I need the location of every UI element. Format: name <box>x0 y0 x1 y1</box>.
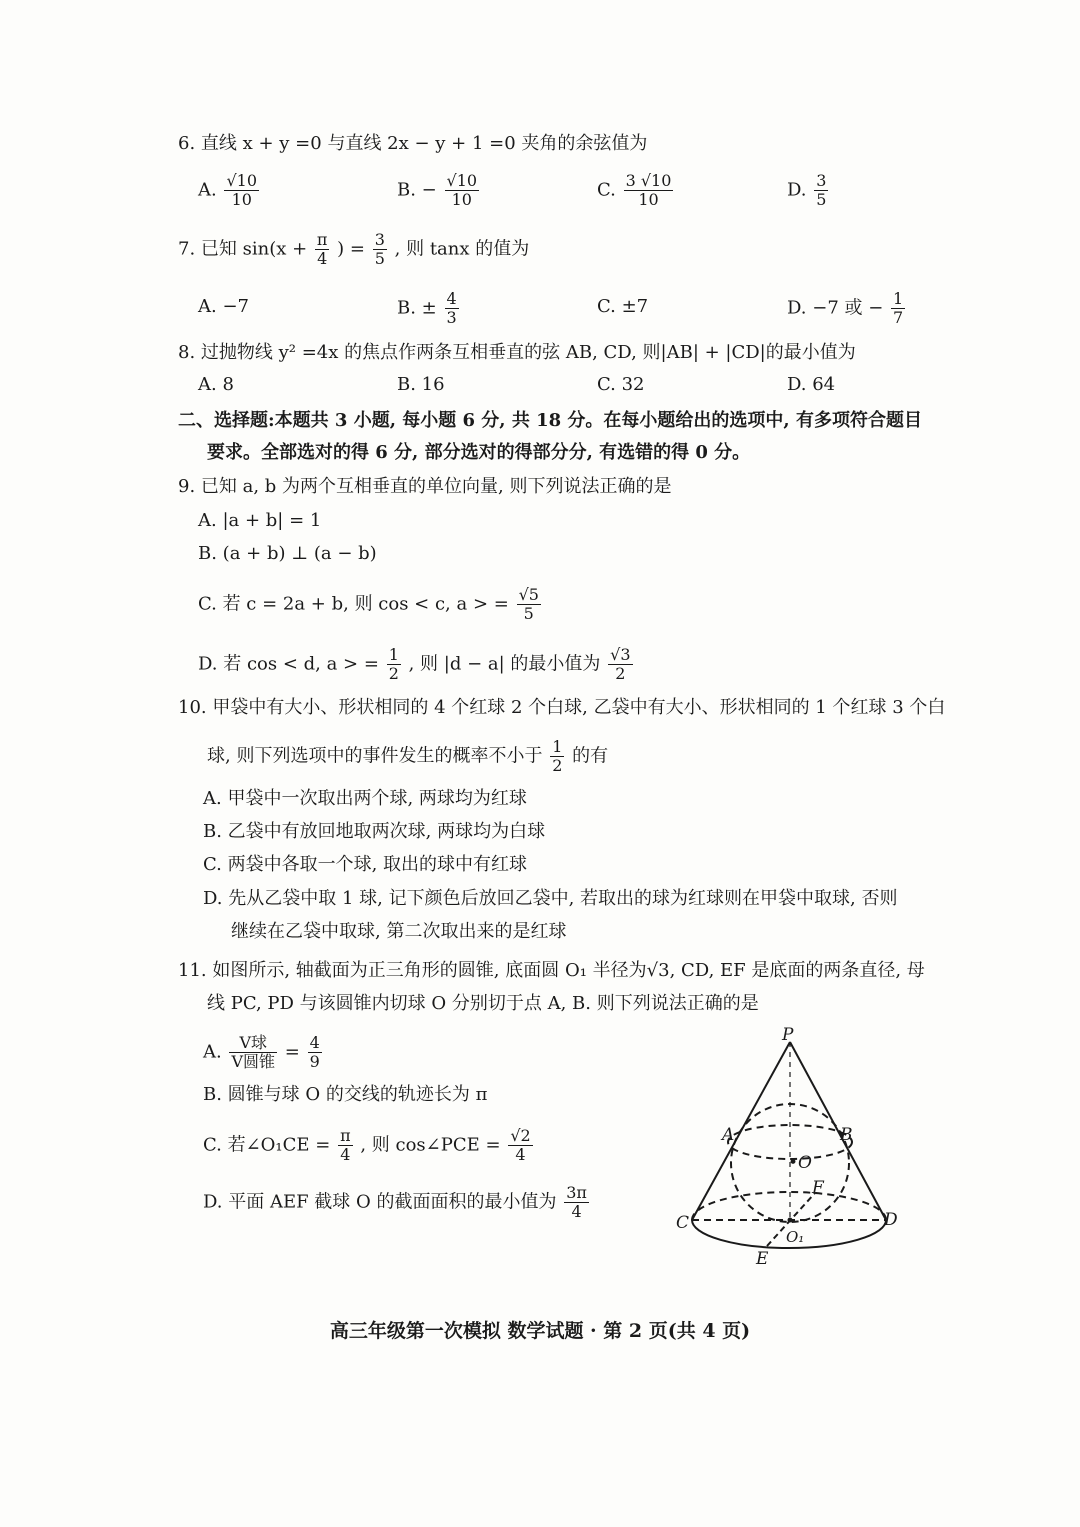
q11-option-a <box>203 1034 324 1071</box>
q7-stem-pre: 7. 已知 sin(x + <box>178 238 308 260</box>
q11-option-d-pre: D. 平面 AEF 截球 O 的截面面积的最小值为 <box>203 1191 557 1213</box>
q6-option-a-fraction <box>224 172 259 209</box>
q9-option-d-n1: 1 <box>388 645 399 664</box>
q6-option-d-den: 5 <box>816 190 827 209</box>
label-o: •O <box>788 1153 812 1173</box>
q7-stem <box>178 231 529 268</box>
q6-stem: 6. 直线 x + y =0 与直线 2x − y + 1 =0 夹角的余弦值为 <box>178 133 648 154</box>
q8-option-b: B. 16 <box>397 374 445 395</box>
q7-three-fifths <box>373 231 387 268</box>
q6-option-b-label: B. − <box>397 179 437 201</box>
q11-option-c-pre: C. 若∠O₁CE = <box>203 1134 331 1156</box>
q6-option-a-den: 10 <box>231 190 252 209</box>
q7-option-d-fraction <box>891 290 905 327</box>
q11-option-d-den: 4 <box>571 1202 582 1221</box>
q9-option-d-pre: D. 若 cos < d, a > = <box>198 653 379 675</box>
label-o1: O₁ <box>786 1228 805 1246</box>
q10-half-d: 2 <box>552 756 563 775</box>
q9-option-d-d1: 2 <box>388 664 399 683</box>
q11-option-a-label: A. <box>203 1041 222 1063</box>
q7-option-a: A. −7 <box>198 296 249 317</box>
label-p: P <box>782 1025 794 1045</box>
q8-option-d: D. 64 <box>787 374 836 395</box>
q6-option-c <box>597 172 675 209</box>
q6-option-b-fraction <box>445 172 480 209</box>
q6-option-c-fraction <box>624 172 674 209</box>
q9-option-d-fraction <box>608 646 632 683</box>
q11-option-c-mid: , 则 cos∠PCE = <box>360 1134 501 1156</box>
q8-stem: 8. 过抛物线 y² =4x 的焦点作两条互相垂直的弦 AB, CD, 则|AB| + |CD|的最小值为 <box>178 342 856 363</box>
q10-option-a: A. 甲袋中一次取出两个球, 两球均为红球 <box>203 788 527 809</box>
section2-line2: 要求。全部选对的得 6 分, 部分选对的得部分分, 有选错的得 0 分。 <box>207 442 751 463</box>
label-f: F <box>812 1178 824 1198</box>
q11-option-a-d2: 9 <box>309 1052 320 1071</box>
q6-option-d-label: D. <box>787 179 807 201</box>
page-footer: 高三年级第一次模拟 数学试题 · 第 2 页(共 4 页) <box>329 1320 751 1342</box>
label-e: E <box>756 1249 769 1269</box>
base-ellipse-back <box>692 1192 886 1220</box>
q7-five: 5 <box>374 249 385 268</box>
q11-option-c-fraction <box>508 1127 532 1164</box>
q9-option-b: B. (a + b) ⊥ (a − b) <box>198 543 377 564</box>
q10-option-b: B. 乙袋中有放回地取两次球, 两球均为白球 <box>203 821 546 842</box>
q11-option-a-fraction <box>308 1034 322 1071</box>
q7-option-b-label: B. ± <box>397 297 437 319</box>
q7-three: 3 <box>374 230 385 249</box>
label-a: A <box>722 1125 735 1145</box>
q10-option-d-line1: D. 先从乙袋中取 1 球, 记下颜色后放回乙袋中, 若取出的球为红球则在甲袋中取球, 否则 <box>203 888 898 909</box>
q9-option-a: A. |a + b| = 1 <box>198 510 322 531</box>
q8-option-a: A. 8 <box>198 374 234 395</box>
cone-sphere-figure <box>670 1020 910 1270</box>
q6-option-c-label: C. <box>597 179 616 201</box>
q10-stem2-post: 的有 <box>572 745 609 767</box>
q11-option-c-d1: 4 <box>340 1145 351 1164</box>
q9-option-d-mid: , 则 |d − a| 的最小值为 <box>408 653 601 675</box>
q11-stem-line1: 11. 如图所示, 轴截面为正三角形的圆锥, 底面圆 O₁ 半径为√3, CD, EF 是底面的两条直径, 母 <box>178 960 925 981</box>
q9-option-c-num: √5 <box>518 585 539 604</box>
section2-line1: 二、选择题:本题共 3 小题, 每小题 6 分, 共 18 分。在每小题给出的选项中, 有多项符合题目 <box>178 410 922 431</box>
q11-option-c-den: 4 <box>515 1145 526 1164</box>
q10-stem2-pre: 球, 则下列选项中的事件发生的概率不小于 <box>207 745 543 767</box>
q7-stem-post: , 则 tanx 的值为 <box>394 238 530 260</box>
q7-option-b-fraction <box>445 290 459 327</box>
q6-option-b-den: 10 <box>451 190 472 209</box>
q7-stem-mid: ) = <box>337 238 365 260</box>
q11-option-c-num: √2 <box>510 1126 531 1145</box>
q9-option-d-half <box>387 646 401 683</box>
q6-option-d <box>787 172 830 209</box>
q10-option-c: C. 两袋中各取一个球, 取出的球中有红球 <box>203 854 528 875</box>
q6-option-d-num: 3 <box>816 171 827 190</box>
q6-option-a <box>198 172 261 209</box>
q11-option-a-eq: = <box>284 1041 300 1063</box>
label-c: C <box>676 1213 690 1233</box>
q7-option-d <box>787 290 907 327</box>
q11-option-c-n1: π <box>340 1126 351 1145</box>
q10-half <box>550 738 564 775</box>
q6-option-b <box>397 172 481 209</box>
label-d: D <box>884 1210 898 1230</box>
q11-option-a-num: V球 <box>229 1034 277 1053</box>
q7-option-c: C. ±7 <box>597 296 649 317</box>
q7-pi: π <box>316 230 328 249</box>
q9-option-c-pre: C. 若 c = 2a + b, 则 cos < c, a > = <box>198 593 509 615</box>
q11-option-b: B. 圆锥与球 O 的交线的轨迹长为 π <box>203 1084 488 1105</box>
q11-option-d <box>203 1184 591 1221</box>
q9-option-c <box>198 586 543 623</box>
q9-option-c-den: 5 <box>523 604 534 623</box>
q11-option-c-angle <box>338 1127 353 1164</box>
q8-option-c: C. 32 <box>597 374 645 395</box>
q7-option-b <box>397 290 461 327</box>
q7-pi-over-4 <box>315 231 330 268</box>
q6-option-b-num: √10 <box>446 171 478 190</box>
q11-option-a-den: V圆锥 <box>231 1052 276 1071</box>
q6-option-d-fraction <box>814 172 828 209</box>
q11-option-c <box>203 1127 535 1164</box>
q11-option-d-num: 3π <box>566 1183 587 1202</box>
q7-option-d-den: 7 <box>893 308 904 327</box>
q9-stem: 9. 已知 a, b 为两个互相垂直的单位向量, 则下列说法正确的是 <box>178 476 672 497</box>
q7-option-d-label: D. −7 或 − <box>787 297 884 319</box>
q6-option-a-num: √10 <box>226 171 258 190</box>
q10-option-d-line2: 继续在乙袋中取球, 第二次取出来的是红球 <box>231 921 567 942</box>
q10-half-n: 1 <box>552 737 563 756</box>
q9-option-c-fraction <box>517 586 541 623</box>
q11-option-a-n2: 4 <box>309 1033 320 1052</box>
q11-stem-line2: 线 PC, PD 与该圆锥内切球 O 分别切于点 A, B. 则下列说法正确的是 <box>207 993 759 1014</box>
label-b: B <box>840 1125 853 1145</box>
q6-option-c-num: 3 √10 <box>625 171 672 190</box>
q7-four: 4 <box>317 249 328 268</box>
q6-option-a-label: A. <box>198 179 217 201</box>
q11-option-d-fraction <box>564 1184 589 1221</box>
q9-option-d-den: 2 <box>615 664 626 683</box>
q9-option-d-num: √3 <box>610 645 631 664</box>
point-o1 <box>788 1218 793 1223</box>
q10-stem-line2 <box>207 738 608 775</box>
q7-option-b-num: 4 <box>446 289 457 308</box>
q11-option-a-volume-ratio <box>229 1034 277 1071</box>
q10-stem-line1: 10. 甲袋中有大小、形状相同的 4 个红球 2 个白球, 乙袋中有大小、形状相同的 1 个红球 3 个白 <box>178 697 946 718</box>
q6-option-c-den: 10 <box>638 190 659 209</box>
q9-option-d <box>198 646 635 683</box>
q7-option-d-num: 1 <box>893 289 904 308</box>
q7-option-b-den: 3 <box>446 308 457 327</box>
